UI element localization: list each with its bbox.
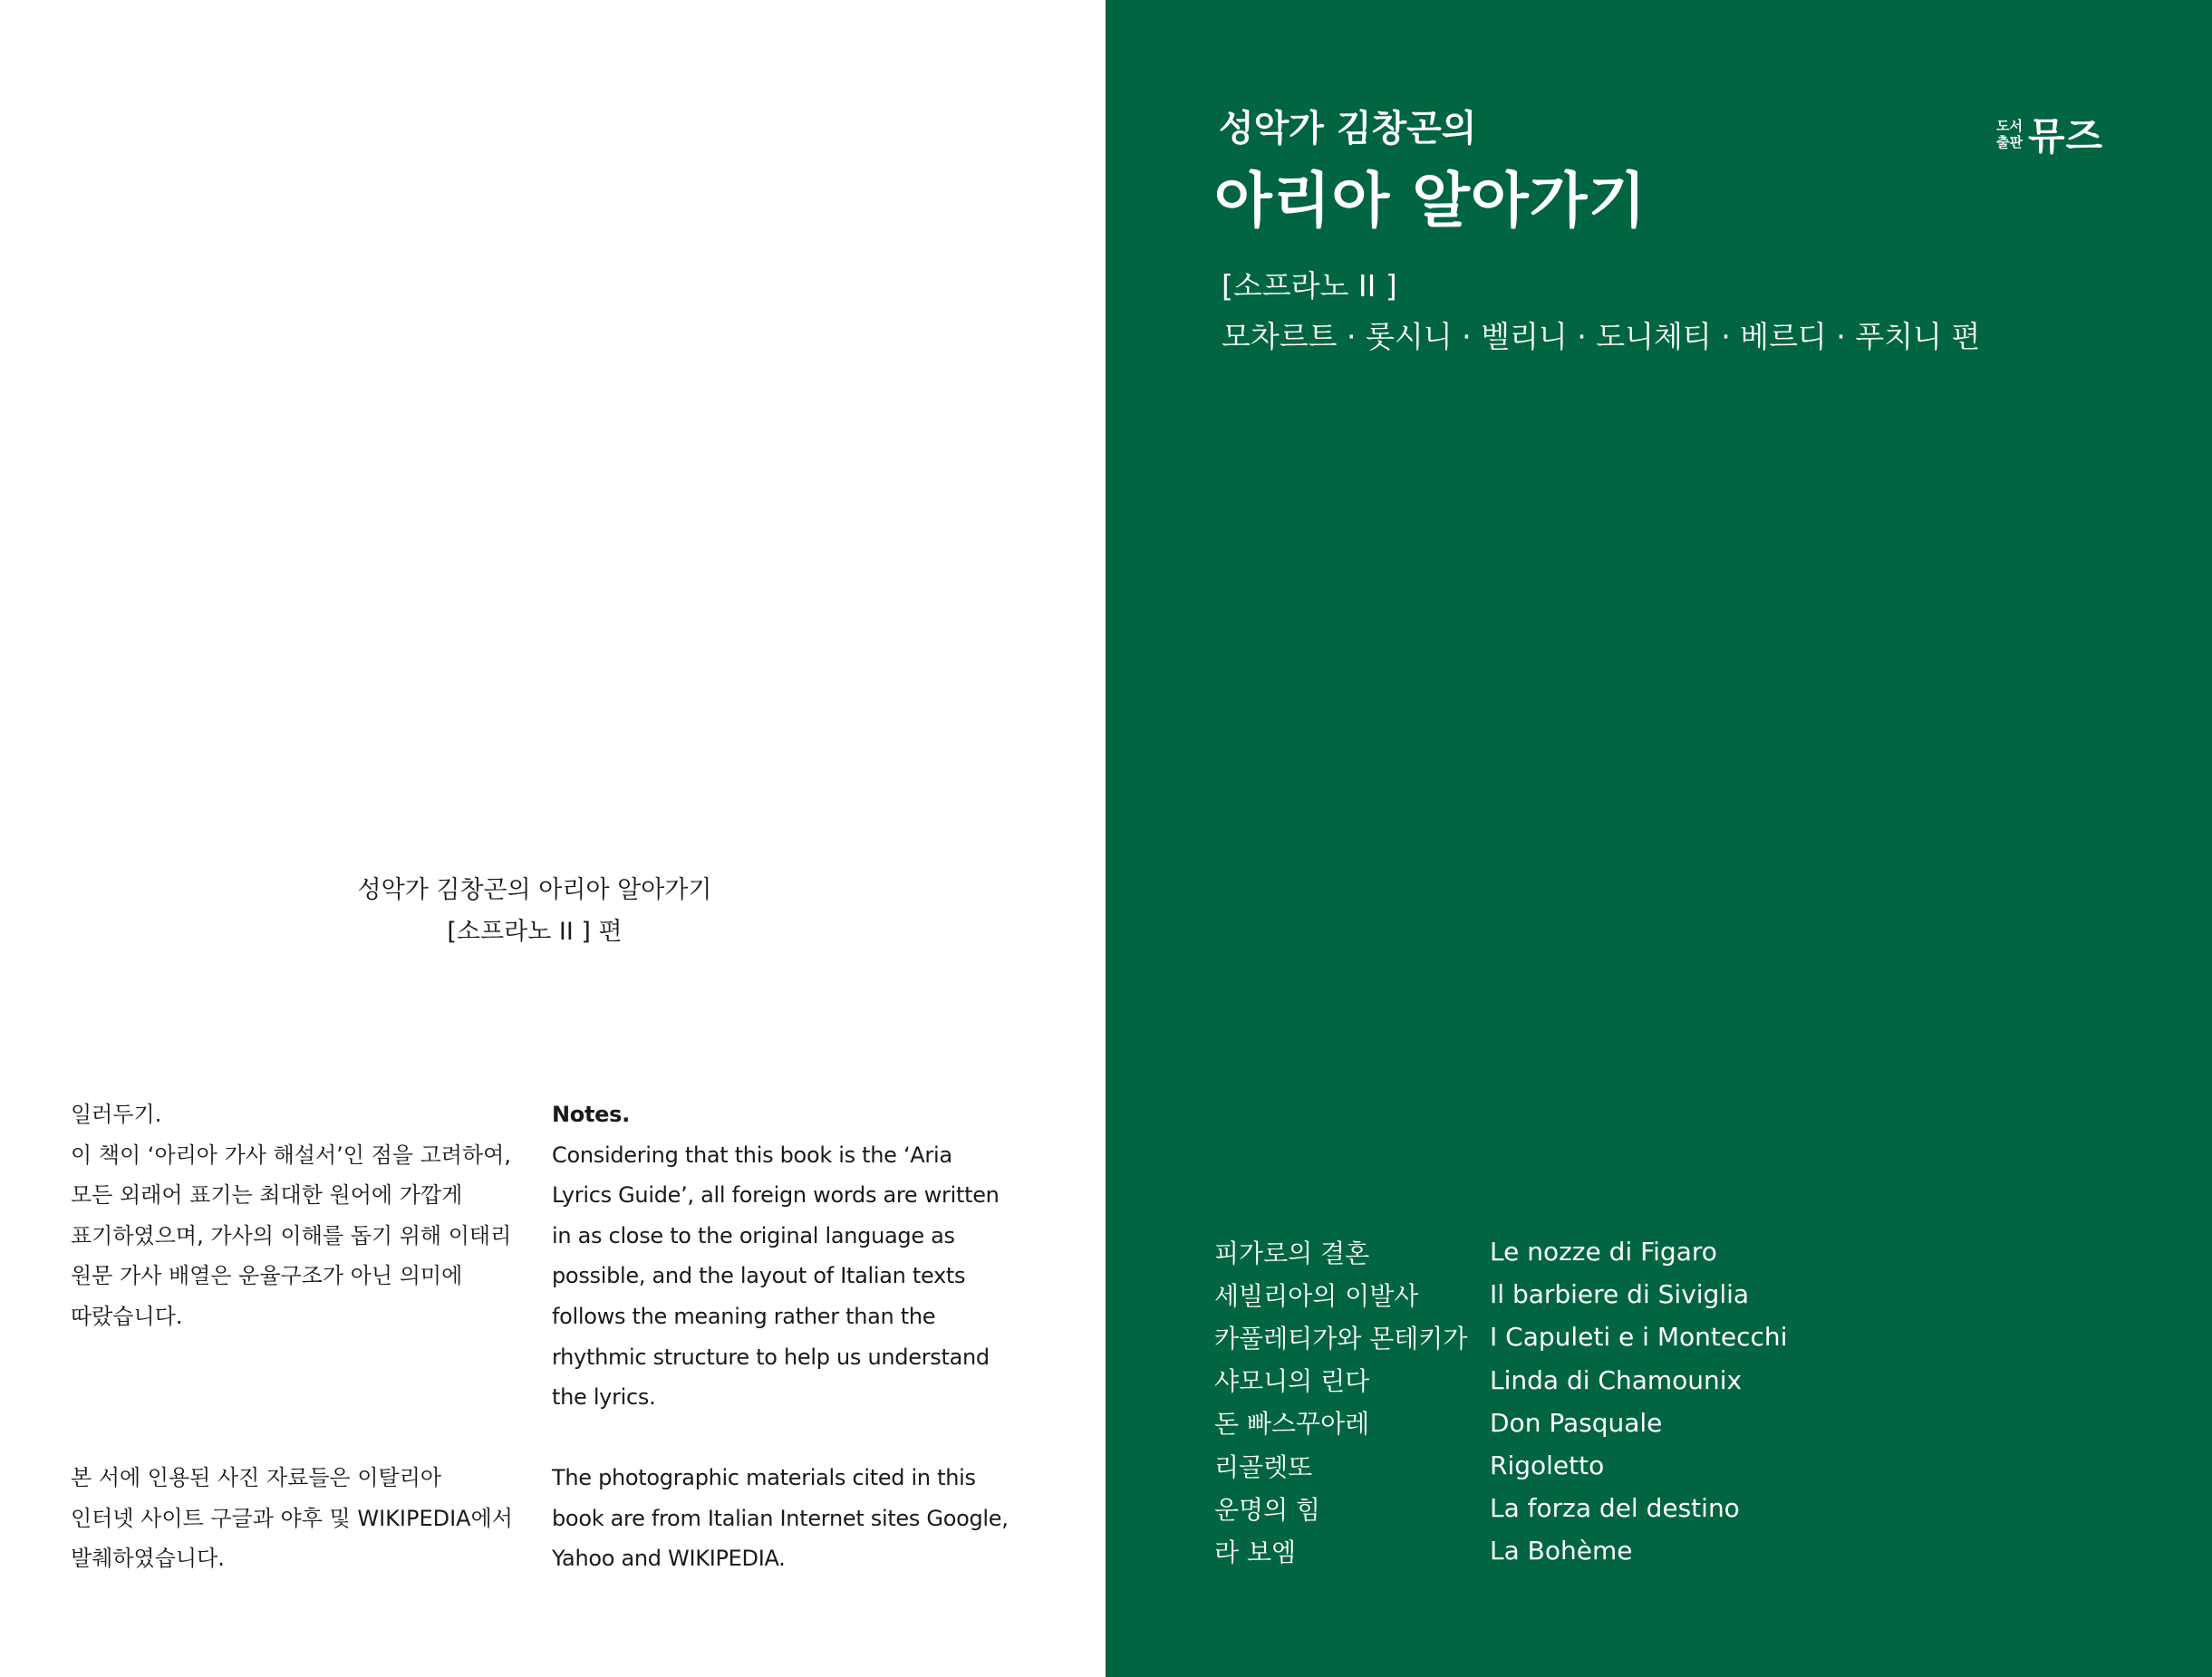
publisher-label-line1: 도서	[1996, 118, 2023, 134]
photo-note-english	[552, 1458, 1009, 1579]
notes-korean-line: 원문 가사 배열은 운율구조가 아닌 의미에	[71, 1263, 463, 1289]
notes-english	[552, 1094, 1023, 1418]
notes-korean-line: 표기하였으며, 가사의 이해를 돕기 위해 이태리	[71, 1222, 512, 1248]
opera-title-korean: 운명의 힘	[1214, 1494, 1321, 1525]
notes-english-line: the lyrics.	[552, 1384, 656, 1411]
cover-title: 아리아 알아가기	[1214, 166, 1647, 236]
notes-english-line: follows the meaning rather than the	[552, 1303, 936, 1329]
notes-korean-line: 이 책이 ‘아리아 가사 해설서’인 점을 고려하여,	[71, 1142, 511, 1168]
opera-title-italian: Don Pasquale	[1490, 1407, 1663, 1438]
cover-subtitle: 성악가 김창곤의	[1219, 108, 1477, 149]
opera-title-korean: 카풀레티가와 몬테키가	[1214, 1323, 1468, 1354]
opera-list	[1214, 1230, 1787, 1573]
opera-title-italian: La forza del destino	[1490, 1493, 1740, 1524]
notes-korean-heading: 일러두기.	[71, 1102, 162, 1127]
opera-row	[1214, 1273, 1787, 1316]
opera-title-korean: 돈 빠스꾸아레	[1214, 1409, 1370, 1440]
opera-title-korean: 샤모니의 린다	[1214, 1366, 1370, 1397]
opera-row	[1214, 1230, 1787, 1273]
opera-row	[1214, 1529, 1787, 1572]
publisher-name: 뮤즈	[2027, 114, 2104, 159]
notes-korean	[71, 1094, 524, 1337]
notes-english-line: in as close to the original language as	[552, 1222, 955, 1248]
opera-row	[1214, 1359, 1787, 1402]
opera-title-italian: I Capuleti e i Montecchi	[1490, 1322, 1788, 1353]
copyright-title-line1: 성악가 김창곤의 아리아 알아가기	[357, 876, 712, 904]
notes-english-heading: Notes.	[552, 1102, 630, 1127]
opera-title-korean: 피가로의 결혼	[1214, 1238, 1370, 1268]
notes-english-line: possible, and the layout of Italian texts	[552, 1263, 966, 1289]
voice-type: [소프라노 II ]	[1222, 268, 1397, 304]
photo-note-korean-line: 인터넷 사이트 구글과 야후 및 WIKIPEDIA에서	[71, 1505, 513, 1531]
opera-row	[1214, 1487, 1787, 1529]
opera-title-korean: 리골렛또	[1214, 1451, 1313, 1482]
copyright-title	[0, 870, 1069, 953]
publisher-label-line2: 출판	[1996, 134, 2023, 150]
notes-english-line: Considering that this book is the ‘Aria	[552, 1142, 952, 1168]
opera-title-italian: La Bohème	[1490, 1536, 1633, 1566]
notes-korean-line: 모든 외래어 표기는 최대한 원어에 가깝게	[71, 1182, 463, 1209]
photo-note-korean-line: 본 서에 인용된 사진 자료들은 이탈리아	[71, 1465, 442, 1490]
photo-note-korean	[71, 1458, 513, 1579]
opera-title-korean: 세빌리아의 이발사	[1214, 1280, 1419, 1311]
opera-title-italian: Il barbiere di Siviglia	[1490, 1279, 1750, 1310]
opera-title-italian: Le nozze di Figaro	[1490, 1237, 1717, 1267]
publisher-logo	[1996, 107, 2103, 161]
notes-english-line: Lyrics Guide’, all foreign words are written	[552, 1182, 1000, 1209]
composers-line: 모차르트 · 롯시니 · 벨리니 · 도니체티 · 베르디 · 푸치니 편	[1222, 319, 1981, 354]
copyright-title-line2: [소프라노 II ] 편	[447, 918, 623, 946]
opera-title-italian: Rigoletto	[1490, 1451, 1605, 1481]
photo-note-english-line: Yahoo and WIKIPEDIA.	[552, 1546, 786, 1572]
opera-row	[1214, 1316, 1787, 1358]
photo-note-english-line: book are from Italian Internet sites Google,	[552, 1505, 1009, 1531]
notes-korean-line: 따랐습니다.	[71, 1303, 183, 1329]
photo-note-korean-line: 발췌하였습니다.	[71, 1546, 225, 1572]
cover-page	[1106, 0, 2212, 1677]
opera-row	[1214, 1402, 1787, 1444]
opera-row	[1214, 1444, 1787, 1487]
photo-note-english-line: The photographic materials cited in this	[552, 1465, 976, 1490]
opera-title-korean: 라 보엠	[1214, 1537, 1297, 1567]
notes-english-line: rhythmic structure to help us understand	[552, 1344, 990, 1370]
opera-title-italian: Linda di Chamounix	[1490, 1364, 1743, 1395]
publisher-label	[1996, 118, 2023, 150]
